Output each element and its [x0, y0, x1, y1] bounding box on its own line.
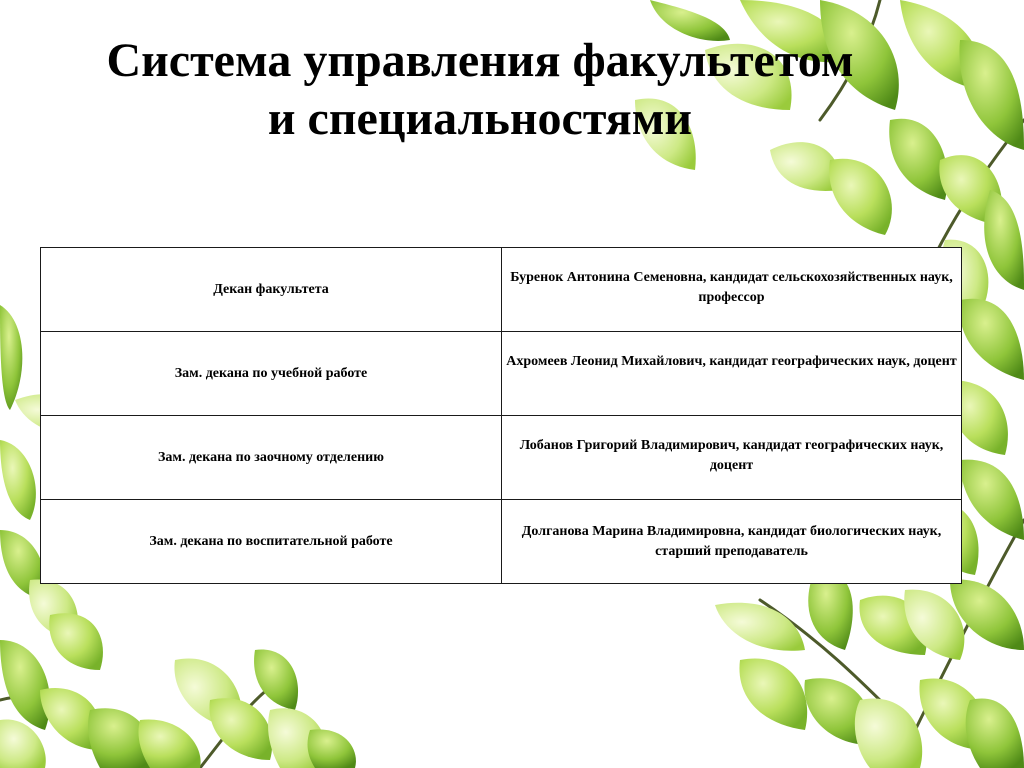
page-title — [40, 32, 920, 148]
role-cell: Зам. декана по заочному отделению — [41, 416, 502, 500]
title-line-2: и специальностями — [267, 92, 693, 145]
role-cell: Зам. декана по воспитательной работе — [41, 500, 502, 584]
faculty-management-table — [40, 247, 962, 584]
person-cell: Долганова Марина Владимировна, кандидат биологических наук, старший преподаватель — [502, 500, 962, 584]
person-cell: Ахромеев Леонид Михайлович, кандидат географических наук, доцент — [502, 332, 962, 416]
person-cell: Буренок Антонина Семеновна, кандидат сельскохозяйственных наук, профессор — [502, 248, 962, 332]
role-cell: Декан факультета — [41, 248, 502, 332]
person-cell: Лобанов Григорий Владимирович, кандидат географических наук, доцент — [502, 416, 962, 500]
table-row — [41, 332, 962, 416]
table-row — [41, 416, 962, 500]
title-line-1: Система управления факультетом — [106, 34, 854, 87]
table-row — [41, 248, 962, 332]
table-row — [41, 500, 962, 584]
role-cell: Зам. декана по учебной работе — [41, 332, 502, 416]
